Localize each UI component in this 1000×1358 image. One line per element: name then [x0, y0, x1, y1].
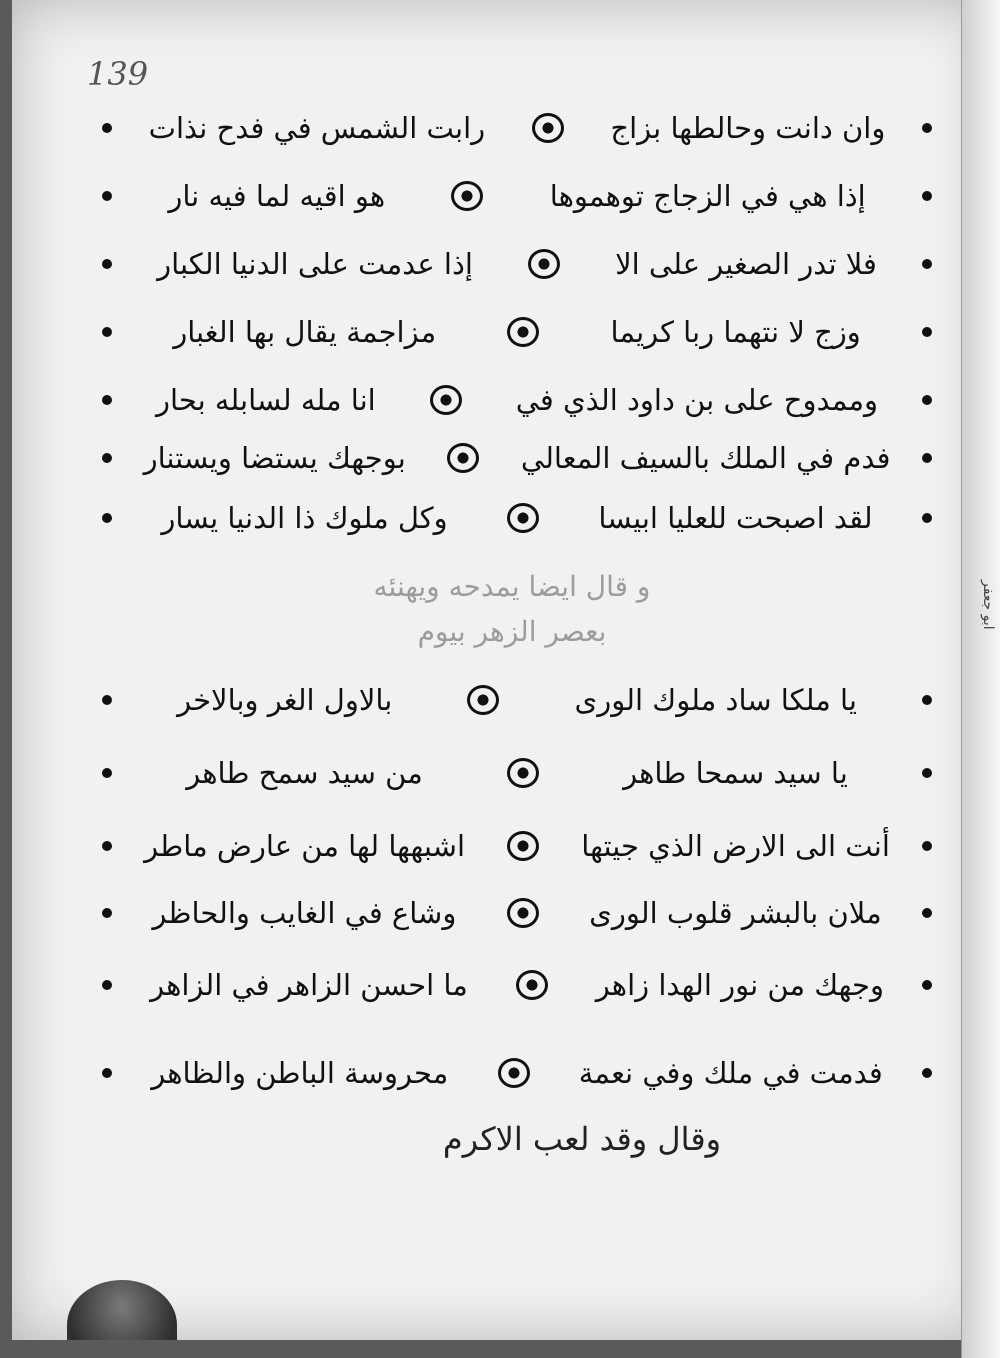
verse-line — [102, 745, 932, 801]
verse-bullet-icon — [922, 395, 932, 405]
verse-bullet-icon — [102, 395, 112, 405]
hemistich-first: وممدوح على بن داود الذي في — [515, 383, 879, 417]
hemistich-second: رابت الشمس في فدح نذات — [148, 111, 486, 145]
folio-number: 139 — [87, 55, 149, 93]
verse-bullet-icon — [922, 453, 932, 463]
verse-line — [102, 672, 932, 728]
hemistich-second: إذا عدمت على الدنيا الكبار — [157, 247, 473, 281]
verse-separator-icon — [532, 113, 564, 143]
verse-bullet-icon — [922, 908, 932, 918]
hemistich-first: وجهك من نور الهدا زاهر — [595, 968, 884, 1002]
verse-line — [102, 1045, 932, 1101]
manuscript-page — [12, 0, 988, 1340]
hemistich-second: مزاجمة يقال بها الغبار — [173, 315, 437, 349]
verse-bullet-icon — [102, 768, 112, 778]
verse-bullet-icon — [102, 123, 112, 133]
verse-bullet-icon — [922, 513, 932, 523]
hemistich-first: ملان بالبشر قلوب الورى — [589, 896, 882, 930]
hemistich-first: إذا هي في الزجاج توهموها — [549, 179, 866, 213]
verse-bullet-icon — [102, 453, 112, 463]
verse-line — [102, 490, 932, 546]
hemistich-second: محروسة الباطن والظاهر — [151, 1056, 449, 1090]
verse-separator-icon — [451, 181, 483, 211]
verse-separator-icon — [507, 831, 539, 861]
hemistich-second: انا مله لسابله بحار — [156, 383, 376, 417]
verse-separator-icon — [507, 317, 539, 347]
verse-separator-icon — [528, 249, 560, 279]
hemistich-second: هو اقيه لما فيه نار — [168, 179, 386, 213]
verse-line — [102, 430, 932, 486]
verse-bullet-icon — [922, 695, 932, 705]
verse-bullet-icon — [922, 841, 932, 851]
verse-bullet-icon — [102, 327, 112, 337]
hemistich-second: اشبهها لها من عارض ماطر — [144, 829, 466, 863]
verse-separator-icon — [447, 443, 479, 473]
verse-separator-icon — [507, 758, 539, 788]
verse-bullet-icon — [922, 1068, 932, 1078]
verse-separator-icon — [507, 503, 539, 533]
hemistich-first: لقد اصبحت للعليا ابيسا — [598, 501, 873, 535]
verse-bullet-icon — [102, 908, 112, 918]
hemistich-first: فدم في الملك بالسيف المعالي — [520, 441, 891, 475]
thumb-shadow — [67, 1280, 177, 1340]
hemistich-first: فدمت في ملك وفي نعمة — [578, 1056, 883, 1090]
verse-bullet-icon — [922, 768, 932, 778]
hemistich-first: يا سيد سمحا طاهر — [623, 756, 848, 790]
hemistich-second: بوجهك يستضا ويستنار — [143, 441, 406, 475]
verse-bullet-icon — [102, 1068, 112, 1078]
section-heading: و قال ايضا يمدحه ويهنئه — [373, 570, 651, 603]
hemistich-second: من سيد سمح طاهر — [186, 756, 423, 790]
verse-line — [102, 304, 932, 360]
verse-bullet-icon — [102, 191, 112, 201]
hemistich-first: أنت الى الارض الذي جيتها — [581, 829, 890, 863]
margin-note: ابو جعفر — [980, 580, 996, 630]
hemistich-first: وزج لا نتهما ربا كريما — [610, 315, 861, 349]
verse-bullet-icon — [922, 259, 932, 269]
verse-separator-icon — [430, 385, 462, 415]
verse-line — [102, 100, 932, 156]
verse-separator-icon — [467, 685, 499, 715]
verse-bullet-icon — [102, 259, 112, 269]
verse-separator-icon — [516, 970, 548, 1000]
hemistich-first: فلا تدر الصغير على الا — [615, 247, 877, 281]
hemistich-second: وكل ملوك ذا الدنيا يسار — [161, 501, 448, 535]
verse-bullet-icon — [922, 327, 932, 337]
hemistich-first: يا ملكا ساد ملوك الورى — [574, 683, 857, 717]
verse-bullet-icon — [922, 123, 932, 133]
hemistich-second: ما احسن الزاهر في الزاهر — [150, 968, 468, 1002]
verse-separator-icon — [507, 898, 539, 928]
verse-bullet-icon — [102, 695, 112, 705]
verse-line — [102, 885, 932, 941]
verse-line — [102, 236, 932, 292]
hemistich-second: بالاول الغر وبالاخر — [177, 683, 393, 717]
hemistich-second: وشاع في الغايب والحاظر — [152, 896, 457, 930]
verse-line — [102, 372, 932, 428]
verse-line — [102, 168, 932, 224]
closing-line: وقال وقد لعب الاكرم — [442, 1120, 722, 1158]
verse-bullet-icon — [102, 513, 112, 523]
verse-bullet-icon — [922, 980, 932, 990]
verse-bullet-icon — [102, 980, 112, 990]
verse-line — [102, 818, 932, 874]
page-edge — [961, 0, 1000, 1358]
verse-line — [102, 957, 932, 1013]
section-heading-subtitle: بعصر الزهر بيوم — [417, 615, 607, 648]
verse-bullet-icon — [922, 191, 932, 201]
hemistich-first: وان دانت وحالطها بزاج — [610, 111, 886, 145]
verse-bullet-icon — [102, 841, 112, 851]
verse-separator-icon — [498, 1058, 530, 1088]
